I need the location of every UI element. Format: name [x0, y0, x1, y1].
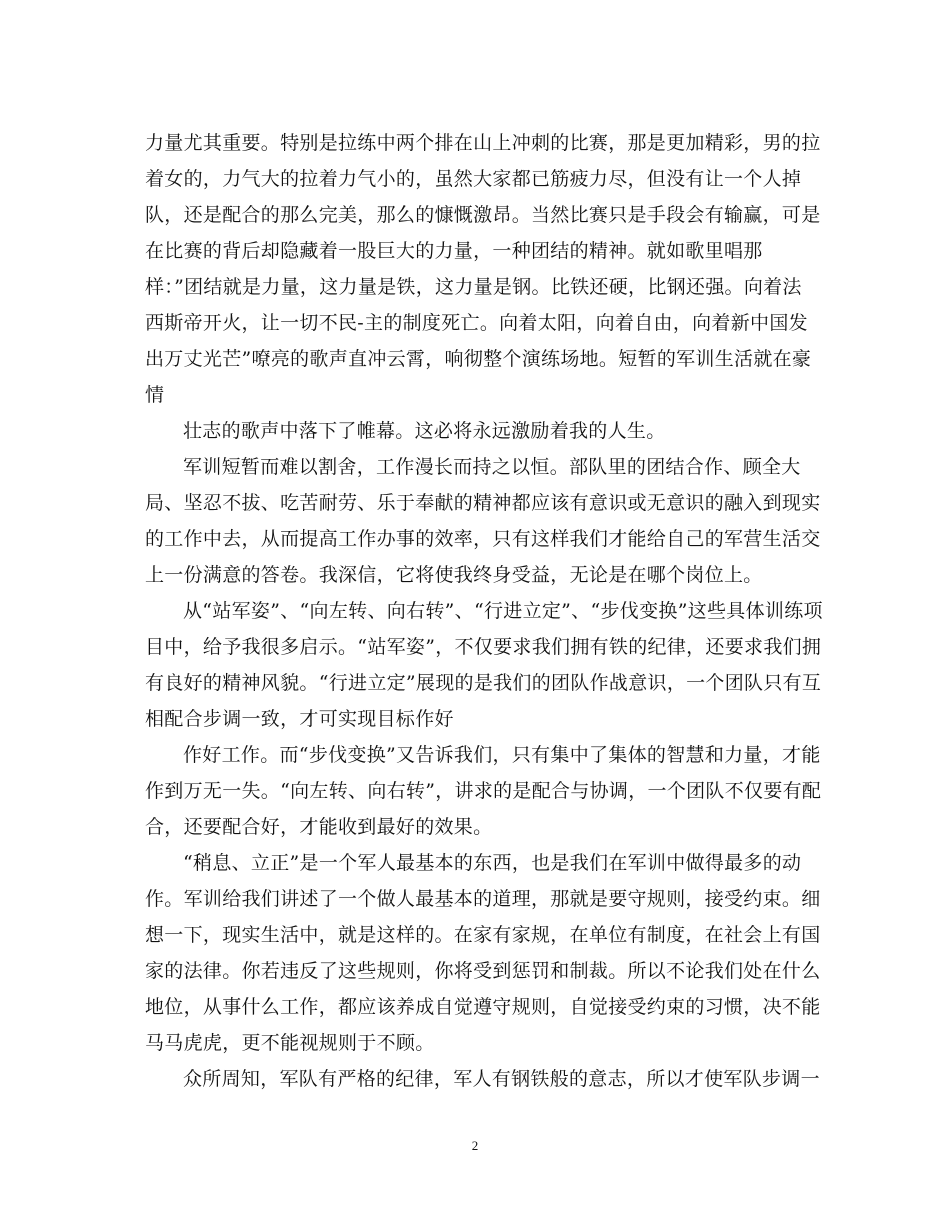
text-line: 相配合步调一致，才可实现目标作好 — [145, 708, 454, 730]
text-line: 目中，给予我很多启示。“站军姿”，不仅要求我们拥有铁的纪律，还要求我们拥 — [145, 636, 822, 658]
text-line: 着女的，力气大的拉着力气小的，虽然大家都已筋疲力尽，但没有让一个人掉 — [145, 168, 802, 190]
text-line: 壮志的歌声中落下了帷幕。这必将永远激励着我的人生。 — [183, 420, 666, 442]
text-line: 想一下，现实生活中，就是这样的。在家有家规，在单位有制度，在社会上有国 — [145, 924, 821, 946]
text-line: 地位，从事什么工作，都应该养成自觉遵守规则，自觉接受约束的习惯，决不能 — [145, 996, 821, 1018]
text-line: 作好工作。而“步伐变换”又告诉我们，只有集中了集体的智慧和力量，才能 — [183, 744, 821, 766]
text-line: 作。军训给我们讲述了一个做人最基本的道理，那就是要守规则，接受约束。细 — [145, 888, 821, 910]
text-line: 上一份满意的答卷。我深信，它将使我终身受益，无论是在哪个岗位上。 — [145, 564, 763, 586]
text-line: 局、坚忍不拔、吃苦耐劳、乐于奉献的精神都应该有意识或无意识的融入到现实 — [145, 492, 821, 514]
text-line: 有良好的精神风貌。“行进立定”展现的是我们的团队作战意识，一个团队只有互 — [145, 672, 822, 694]
text-line: 在比赛的背后却隐藏着一股巨大的力量，一种团结的精神。就如歌里唱那 — [145, 240, 763, 262]
text-line: 众所周知，军队有严格的纪律，军人有钢铁般的意志，所以才使军队步调一 — [183, 1068, 820, 1090]
text-line: 作到万无一失。“向左转、向右转”，讲求的是配合与协调，一个团队不仅要有配 — [145, 780, 822, 802]
text-line: 西斯帝开火，让一切不民-主的制度死亡。向着太阳，向着自由，向着新中国发 — [145, 312, 808, 334]
text-line: 从“站军姿”、“向左转、向右转”、“行进立定”、“步伐变换”这些具体训练项 — [183, 600, 823, 622]
text-line: 军训短暂而难以割舍，工作漫长而持之以恒。部队里的团结合作、顾全大 — [183, 456, 801, 478]
text-line: 合，还要配合好，才能收到最好的效果。 — [145, 816, 493, 838]
page-number: 2 — [471, 1138, 479, 1153]
text-line: 样：”团结就是力量，这力量是铁，这力量是钢。比铁还硬，比钢还强。向着法 — [145, 276, 802, 298]
text-line: 家的法律。你若违反了这些规则，你将受到惩罚和制裁。所以不论我们处在什么 — [145, 960, 821, 982]
text-line: 情 — [145, 384, 165, 406]
text-line: 力量尤其重要。特别是拉练中两个排在山上冲刺的比赛，那是更加精彩，男的拉 — [145, 132, 821, 154]
text-line: 队，还是配合的那么完美，那么的慷慨激昂。当然比赛只是手段会有输赢，可是 — [145, 204, 821, 226]
text-line: 马马虎虎，更不能视规则于不顾。 — [145, 1032, 435, 1054]
text-line: 出万丈光芒”嘹亮的歌声直冲云霄，响彻整个演练场地。短暂的军训生活就在豪 — [145, 348, 812, 370]
text-line: 的工作中去，从而提高工作办事的效率，只有这样我们才能给自己的军营生活交 — [145, 528, 821, 550]
text-line: “稍息、立正”是一个军人最基本的东西，也是我们在军训中做得最多的动 — [183, 852, 802, 874]
